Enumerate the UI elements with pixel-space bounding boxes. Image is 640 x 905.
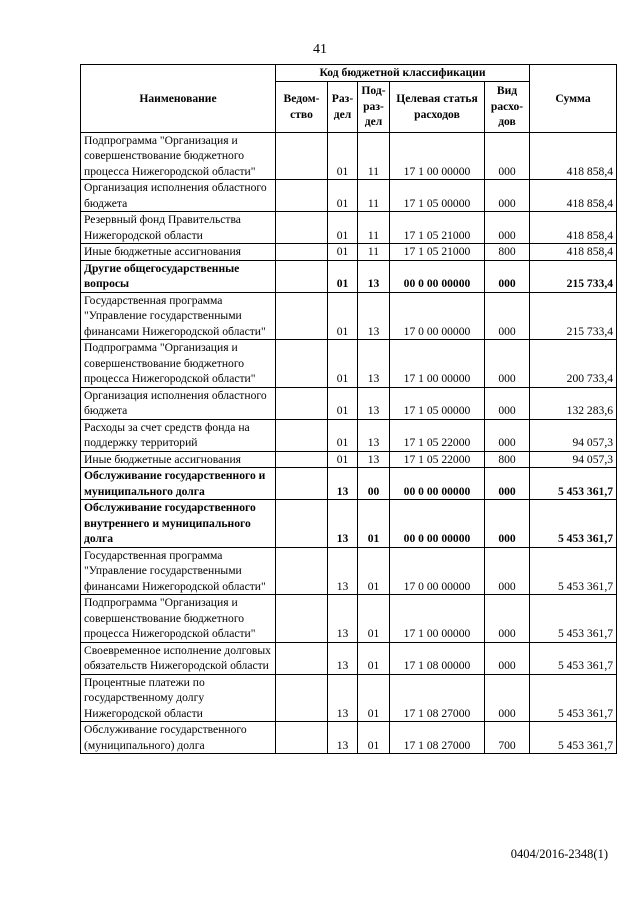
cell-vid: 000 bbox=[485, 674, 530, 722]
cell-podrazdel: 13 bbox=[358, 419, 390, 451]
cell-name: Подпрограмма "Организация и совершенствование бюджетного процесса Нижегородской области" bbox=[81, 340, 276, 388]
cell-sum: 5 453 361,7 bbox=[530, 468, 617, 500]
cell-name: Государственная программа "Управление государственными финансами Нижегородской области" bbox=[81, 292, 276, 340]
cell-vedomstvo bbox=[276, 340, 328, 388]
cell-vid: 000 bbox=[485, 547, 530, 595]
cell-razdel: 01 bbox=[328, 387, 358, 419]
cell-target: 17 1 05 00000 bbox=[390, 180, 485, 212]
cell-name: Другие общегосударственные вопросы bbox=[81, 260, 276, 292]
cell-razdel: 13 bbox=[328, 500, 358, 548]
cell-vedomstvo bbox=[276, 292, 328, 340]
page-number: 41 bbox=[313, 42, 327, 57]
cell-name: Подпрограмма "Организация и совершенствование бюджетного процесса Нижегородской области" bbox=[81, 595, 276, 643]
header-razdel: Раз-дел bbox=[328, 81, 358, 132]
cell-name: Иные бюджетные ассигнования bbox=[81, 451, 276, 468]
cell-podrazdel: 01 bbox=[358, 722, 390, 754]
cell-sum: 94 057,3 bbox=[530, 451, 617, 468]
cell-sum: 418 858,4 bbox=[530, 180, 617, 212]
cell-target: 00 0 00 00000 bbox=[390, 260, 485, 292]
cell-vedomstvo bbox=[276, 212, 328, 244]
cell-target: 17 1 00 00000 bbox=[390, 340, 485, 388]
cell-name: Организация исполнения областного бюджета bbox=[81, 180, 276, 212]
cell-podrazdel: 01 bbox=[358, 547, 390, 595]
cell-vid: 000 bbox=[485, 642, 530, 674]
table-row bbox=[81, 292, 617, 340]
cell-target: 17 1 05 00000 bbox=[390, 387, 485, 419]
cell-target: 17 1 00 00000 bbox=[390, 595, 485, 643]
cell-razdel: 01 bbox=[328, 340, 358, 388]
cell-name: Обслуживание государственного (муниципального) долга bbox=[81, 722, 276, 754]
header-sum: Сумма bbox=[530, 65, 617, 133]
cell-target: 17 1 05 22000 bbox=[390, 451, 485, 468]
cell-name: Процентные платежи по государственному долгу Нижегородской области bbox=[81, 674, 276, 722]
cell-vedomstvo bbox=[276, 547, 328, 595]
cell-podrazdel: 00 bbox=[358, 468, 390, 500]
cell-vid: 700 bbox=[485, 722, 530, 754]
cell-name: Обслуживание государственного внутреннего и муниципального долга bbox=[81, 500, 276, 548]
table-row bbox=[81, 674, 617, 722]
cell-vid: 000 bbox=[485, 595, 530, 643]
cell-vid: 000 bbox=[485, 292, 530, 340]
cell-vid: 000 bbox=[485, 340, 530, 388]
cell-podrazdel: 11 bbox=[358, 180, 390, 212]
cell-vid: 000 bbox=[485, 419, 530, 451]
table-row bbox=[81, 500, 617, 548]
cell-vedomstvo bbox=[276, 451, 328, 468]
table-row bbox=[81, 340, 617, 388]
cell-podrazdel: 11 bbox=[358, 244, 390, 261]
cell-razdel: 01 bbox=[328, 419, 358, 451]
cell-razdel: 01 bbox=[328, 244, 358, 261]
cell-sum: 5 453 361,7 bbox=[530, 674, 617, 722]
table-row bbox=[81, 180, 617, 212]
cell-target: 17 1 05 21000 bbox=[390, 244, 485, 261]
cell-razdel: 13 bbox=[328, 595, 358, 643]
cell-vedomstvo bbox=[276, 722, 328, 754]
cell-vid: 000 bbox=[485, 500, 530, 548]
cell-podrazdel: 13 bbox=[358, 387, 390, 419]
cell-sum: 5 453 361,7 bbox=[530, 547, 617, 595]
cell-vedomstvo bbox=[276, 419, 328, 451]
cell-name: Расходы за счет средств фонда на поддержку территорий bbox=[81, 419, 276, 451]
cell-target: 17 1 00 00000 bbox=[390, 132, 485, 180]
cell-name: Резервный фонд Правительства Нижегородской области bbox=[81, 212, 276, 244]
cell-razdel: 01 bbox=[328, 180, 358, 212]
cell-target: 17 1 05 21000 bbox=[390, 212, 485, 244]
cell-sum: 5 453 361,7 bbox=[530, 500, 617, 548]
cell-name: Обслуживание государственного и муниципального долга bbox=[81, 468, 276, 500]
cell-sum: 5 453 361,7 bbox=[530, 722, 617, 754]
cell-podrazdel: 01 bbox=[358, 500, 390, 548]
cell-vedomstvo bbox=[276, 674, 328, 722]
cell-vedomstvo bbox=[276, 180, 328, 212]
cell-target: 17 0 00 00000 bbox=[390, 292, 485, 340]
table-row bbox=[81, 722, 617, 754]
cell-sum: 418 858,4 bbox=[530, 132, 617, 180]
cell-podrazdel: 01 bbox=[358, 642, 390, 674]
header-podrazdel: Под-раз-дел bbox=[358, 81, 390, 132]
cell-target: 17 1 08 27000 bbox=[390, 722, 485, 754]
table-row bbox=[81, 468, 617, 500]
cell-sum: 132 283,6 bbox=[530, 387, 617, 419]
cell-target: 17 1 08 27000 bbox=[390, 674, 485, 722]
cell-vedomstvo bbox=[276, 500, 328, 548]
cell-vid: 800 bbox=[485, 244, 530, 261]
cell-name: Подпрограмма "Организация и совершенствование бюджетного процесса Нижегородской области" bbox=[81, 132, 276, 180]
cell-podrazdel: 01 bbox=[358, 674, 390, 722]
cell-vedomstvo bbox=[276, 468, 328, 500]
cell-razdel: 13 bbox=[328, 722, 358, 754]
cell-sum: 418 858,4 bbox=[530, 244, 617, 261]
cell-name: Организация исполнения областного бюджета bbox=[81, 387, 276, 419]
cell-razdel: 01 bbox=[328, 132, 358, 180]
cell-sum: 5 453 361,7 bbox=[530, 595, 617, 643]
cell-razdel: 13 bbox=[328, 674, 358, 722]
cell-razdel: 01 bbox=[328, 292, 358, 340]
cell-name: Иные бюджетные ассигнования bbox=[81, 244, 276, 261]
header-row-top bbox=[81, 65, 617, 82]
cell-razdel: 01 bbox=[328, 451, 358, 468]
cell-podrazdel: 01 bbox=[358, 595, 390, 643]
document-code: 0404/2016-2348(1) bbox=[510, 847, 608, 861]
table-row bbox=[81, 260, 617, 292]
budget-table bbox=[80, 64, 617, 754]
cell-podrazdel: 11 bbox=[358, 212, 390, 244]
cell-target: 00 0 00 00000 bbox=[390, 500, 485, 548]
cell-vid: 000 bbox=[485, 180, 530, 212]
cell-razdel: 01 bbox=[328, 260, 358, 292]
cell-sum: 94 057,3 bbox=[530, 419, 617, 451]
cell-name: Государственная программа "Управление государственными финансами Нижегородской области" bbox=[81, 547, 276, 595]
cell-vid: 000 bbox=[485, 468, 530, 500]
cell-target: 17 1 08 00000 bbox=[390, 642, 485, 674]
cell-podrazdel: 13 bbox=[358, 451, 390, 468]
table-row bbox=[81, 212, 617, 244]
cell-podrazdel: 13 bbox=[358, 292, 390, 340]
cell-vid: 800 bbox=[485, 451, 530, 468]
cell-vid: 000 bbox=[485, 212, 530, 244]
cell-vedomstvo bbox=[276, 642, 328, 674]
cell-sum: 215 733,4 bbox=[530, 292, 617, 340]
table-row bbox=[81, 244, 617, 261]
cell-razdel: 13 bbox=[328, 547, 358, 595]
cell-sum: 200 733,4 bbox=[530, 340, 617, 388]
cell-razdel: 01 bbox=[328, 212, 358, 244]
cell-podrazdel: 11 bbox=[358, 132, 390, 180]
cell-razdel: 13 bbox=[328, 468, 358, 500]
cell-vid: 000 bbox=[485, 260, 530, 292]
cell-vedomstvo bbox=[276, 244, 328, 261]
cell-vedomstvo bbox=[276, 595, 328, 643]
cell-podrazdel: 13 bbox=[358, 340, 390, 388]
cell-vedomstvo bbox=[276, 387, 328, 419]
header-vedomstvo: Ведом-ство bbox=[276, 81, 328, 132]
table-row bbox=[81, 419, 617, 451]
table-row bbox=[81, 642, 617, 674]
header-target: Целевая статья расходов bbox=[390, 81, 485, 132]
header-vid: Вид расхо-дов bbox=[485, 81, 530, 132]
table-row bbox=[81, 132, 617, 180]
table-row bbox=[81, 547, 617, 595]
cell-vid: 000 bbox=[485, 387, 530, 419]
table-row bbox=[81, 451, 617, 468]
table-row bbox=[81, 387, 617, 419]
table-body bbox=[81, 132, 617, 754]
table-row bbox=[81, 595, 617, 643]
cell-target: 17 1 05 22000 bbox=[390, 419, 485, 451]
cell-target: 00 0 00 00000 bbox=[390, 468, 485, 500]
cell-target: 17 0 00 00000 bbox=[390, 547, 485, 595]
cell-sum: 5 453 361,7 bbox=[530, 642, 617, 674]
cell-name: Своевременное исполнение долговых обязательств Нижегородской области bbox=[81, 642, 276, 674]
cell-podrazdel: 13 bbox=[358, 260, 390, 292]
cell-vedomstvo bbox=[276, 132, 328, 180]
cell-sum: 215 733,4 bbox=[530, 260, 617, 292]
cell-sum: 418 858,4 bbox=[530, 212, 617, 244]
cell-vedomstvo bbox=[276, 260, 328, 292]
header-name: Наименование bbox=[81, 65, 276, 133]
cell-vid: 000 bbox=[485, 132, 530, 180]
header-code-group: Код бюджетной классификации bbox=[276, 65, 530, 82]
cell-razdel: 13 bbox=[328, 642, 358, 674]
